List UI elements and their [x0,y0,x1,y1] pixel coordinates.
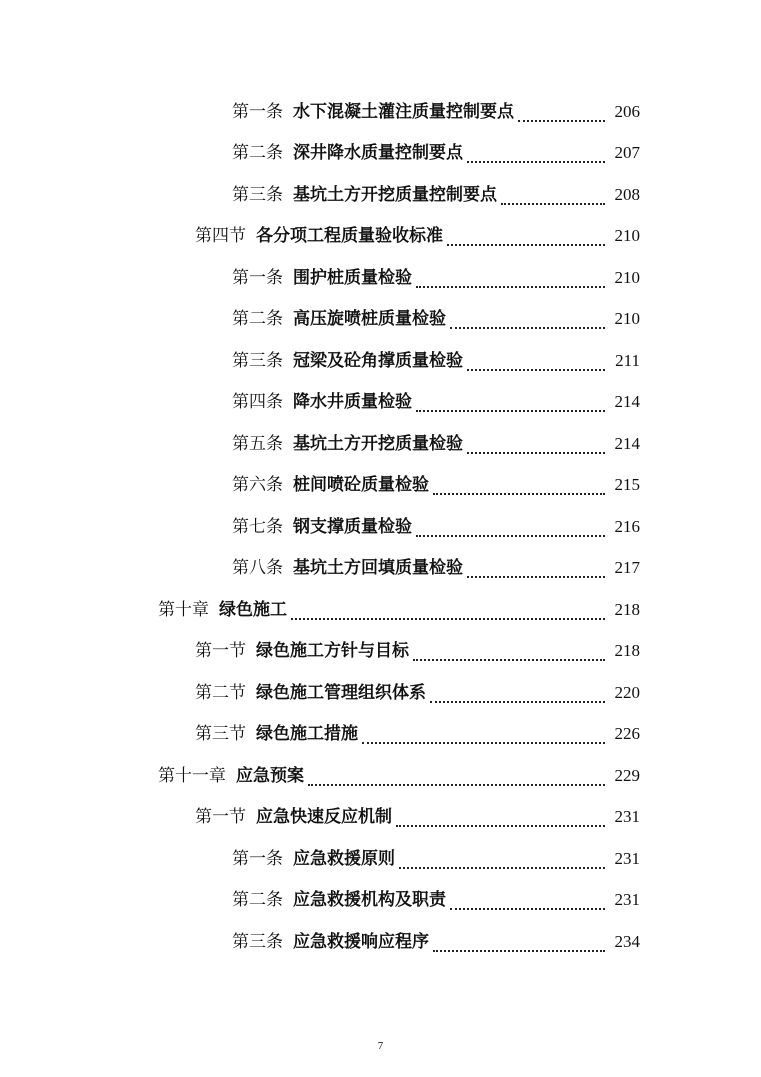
toc-entry[interactable] [0,921,761,963]
toc-entry[interactable] [0,672,761,714]
toc-entry-title: 各分项工程质量验收标准 [256,226,443,247]
toc-leader-dots [413,658,605,661]
toc-entry-number: 第四条 [232,392,283,413]
toc-entry-title: 应急快速反应机制 [256,807,392,828]
toc-entry-page: 218 [614,641,640,661]
toc-entry-page: 210 [614,267,640,287]
toc-entry-number: 第一条 [232,267,283,288]
toc-entry-page: 231 [614,890,640,910]
toc-leader-dots [518,119,605,122]
toc-entry-title: 绿色施工管理组织体系 [256,682,426,703]
toc-leader-dots [430,700,605,703]
toc-entry-title: 钢支撑质量检验 [293,516,412,537]
table-of-contents [0,91,761,963]
toc-entry-title: 应急救援机构及职责 [293,890,446,911]
toc-entry-number: 第五条 [232,433,283,454]
toc-entry-number: 第一节 [195,807,246,828]
toc-leader-dots [447,243,605,246]
toc-leader-dots [433,492,605,495]
toc-entry-page: 231 [614,848,640,868]
toc-entry[interactable] [0,423,761,465]
toc-leader-dots [501,202,605,205]
toc-entry-page: 217 [614,558,640,578]
toc-entry-number: 第三条 [232,931,283,952]
toc-leader-dots [467,451,605,454]
toc-leader-dots [450,907,605,910]
toc-entry-number: 第七条 [232,516,283,537]
toc-entry[interactable] [0,548,761,590]
toc-entry[interactable] [0,797,761,839]
toc-leader-dots [450,326,605,329]
toc-entry-title: 基坑土方开挖质量检验 [293,433,463,454]
toc-entry[interactable] [0,91,761,133]
toc-entry-title: 应急预案 [236,765,304,786]
toc-leader-dots [467,160,605,163]
toc-entry-number: 第三条 [232,184,283,205]
toc-entry[interactable] [0,838,761,880]
toc-entry-page: 208 [614,184,640,204]
toc-entry-title: 深井降水质量控制要点 [293,143,463,164]
toc-entry-number: 第二条 [232,309,283,330]
toc-entry-page: 218 [614,599,640,619]
toc-entry-number: 第四节 [195,226,246,247]
toc-leader-dots [433,949,605,952]
toc-entry[interactable] [0,174,761,216]
toc-leader-dots [291,617,605,620]
toc-leader-dots [467,575,605,578]
toc-entry-page: 234 [614,931,640,951]
toc-entry-number: 第十一章 [158,765,226,786]
toc-entry-title: 绿色施工方针与目标 [256,641,409,662]
toc-entry[interactable] [0,880,761,922]
toc-entry-number: 第二条 [232,890,283,911]
toc-entry-number: 第十章 [158,599,209,620]
toc-entry[interactable] [0,589,761,631]
toc-entry-page: 214 [614,392,640,412]
toc-entry-title: 围护桩质量检验 [293,267,412,288]
toc-entry-title: 冠梁及砼角撑质量检验 [293,350,463,371]
toc-entry[interactable] [0,299,761,341]
toc-entry-title: 基坑土方回填质量检验 [293,558,463,579]
toc-entry-page: 215 [614,475,640,495]
toc-entry-number: 第二条 [232,143,283,164]
toc-entry-number: 第一条 [232,848,283,869]
toc-entry-title: 应急救援原则 [293,848,395,869]
toc-leader-dots [399,866,605,869]
toc-entry-page: 210 [614,309,640,329]
toc-entry-page: 220 [614,682,640,702]
toc-entry-title: 降水井质量检验 [293,392,412,413]
toc-entry-number: 第三节 [195,724,246,745]
toc-entry-title: 绿色施工措施 [256,724,358,745]
toc-entry-title: 桩间喷砼质量检验 [293,475,429,496]
toc-entry[interactable] [0,340,761,382]
toc-entry[interactable] [0,382,761,424]
page-number: 7 [377,1040,384,1052]
toc-entry-page: 211 [615,350,640,370]
toc-entry[interactable] [0,133,761,175]
toc-entry-title: 基坑土方开挖质量控制要点 [293,184,497,205]
toc-entry-number: 第一条 [232,101,283,122]
toc-entry[interactable] [0,755,761,797]
toc-entry-page: 207 [614,143,640,163]
toc-entry[interactable] [0,714,761,756]
toc-entry-page: 231 [614,807,640,827]
toc-leader-dots [416,409,605,412]
toc-entry-page: 229 [614,765,640,785]
toc-entry-number: 第六条 [232,475,283,496]
toc-entry-number: 第三条 [232,350,283,371]
toc-entry-page: 214 [614,433,640,453]
toc-leader-dots [362,741,605,744]
toc-leader-dots [308,783,605,786]
toc-leader-dots [416,534,605,537]
toc-entry-page: 226 [614,724,640,744]
toc-entry-number: 第二节 [195,682,246,703]
toc-entry-title: 绿色施工 [219,599,287,620]
toc-leader-dots [416,285,605,288]
toc-entry-title: 高压旋喷桩质量检验 [293,309,446,330]
toc-entry-number: 第一节 [195,641,246,662]
toc-entry[interactable] [0,631,761,673]
toc-entry[interactable] [0,257,761,299]
toc-entry-page: 206 [614,101,640,121]
toc-entry-number: 第八条 [232,558,283,579]
toc-entry[interactable] [0,216,761,258]
toc-entry-page: 216 [614,516,640,536]
toc-leader-dots [467,368,605,371]
toc-entry-page: 210 [614,226,640,246]
toc-entry[interactable] [0,465,761,507]
toc-entry-title: 应急救援响应程序 [293,931,429,952]
toc-leader-dots [396,824,605,827]
toc-entry[interactable] [0,506,761,548]
toc-entry-title: 水下混凝土灌注质量控制要点 [293,101,514,122]
